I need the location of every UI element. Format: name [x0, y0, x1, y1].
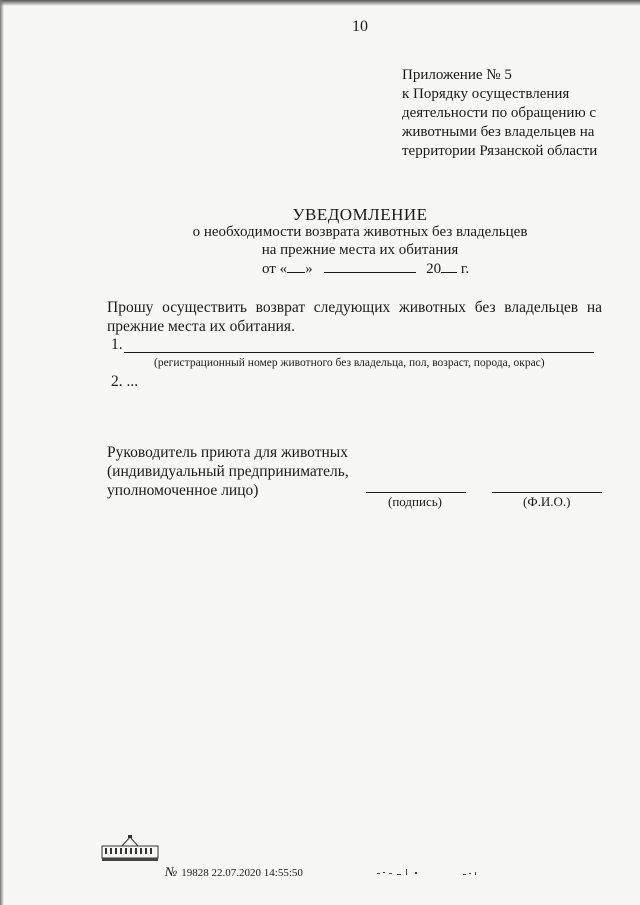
signature-hint: (подпись) — [388, 494, 442, 509]
date-month-blank[interactable] — [324, 259, 416, 273]
date-suffix: г. — [460, 261, 470, 277]
item1-number: 1. — [111, 336, 123, 353]
date-year-blank[interactable] — [441, 259, 457, 273]
signature-fill-line[interactable] — [366, 492, 466, 493]
notice-subtitle-line1: о необходимости возврата животных без владельцев — [192, 224, 528, 240]
page-number: 10 — [352, 18, 368, 35]
stamp-text: 19828 22.07.2020 14:55:50 — [181, 867, 303, 879]
name-fill-line[interactable] — [492, 492, 602, 493]
item1-hint: (регистрационный номер животного без владельца, пол, возраст, порода, окрас) — [154, 357, 545, 369]
signer-line: уполномоченное лицо) — [107, 482, 259, 499]
signer-block — [107, 443, 349, 500]
scan-edge-left — [0, 0, 4, 905]
request-text: Прошу осуществить возврат следующих животных без владельцев на прежние места их обитания. — [107, 299, 602, 335]
item1-fill-line[interactable] — [124, 352, 594, 353]
notice-date-line — [262, 259, 469, 278]
date-mid: » — [305, 261, 313, 277]
scan-edge-top — [0, 0, 640, 6]
appendix-line: к Порядку осуществления — [402, 86, 570, 102]
notice-subtitle-line2: на прежние места их обитания — [261, 242, 459, 258]
appendix-line: деятельности по обращению с — [402, 105, 597, 121]
registration-stamp — [165, 864, 303, 880]
scan-noise-marks — [375, 866, 485, 883]
stamp-mark: № — [165, 864, 178, 879]
signer-line: (индивидуальный предприниматель, — [107, 463, 349, 480]
item2-text: 2. ... — [111, 373, 139, 390]
date-day-blank[interactable] — [287, 259, 305, 273]
date-year-prefix: 20 — [426, 261, 442, 277]
date-prefix: от « — [262, 261, 288, 277]
appendix-line: территории Рязанской области — [402, 143, 598, 159]
name-hint: (Ф.И.О.) — [523, 494, 571, 509]
notice-title: УВЕДОМЛЕНИЕ — [292, 205, 428, 224]
appendix-line: Приложение № 5 — [402, 67, 512, 83]
appendix-header — [402, 66, 597, 161]
signer-line: Руководитель приюта для животных — [107, 444, 348, 461]
appendix-line: животными без владельцев на — [402, 124, 595, 140]
building-seal-icon — [100, 834, 160, 862]
